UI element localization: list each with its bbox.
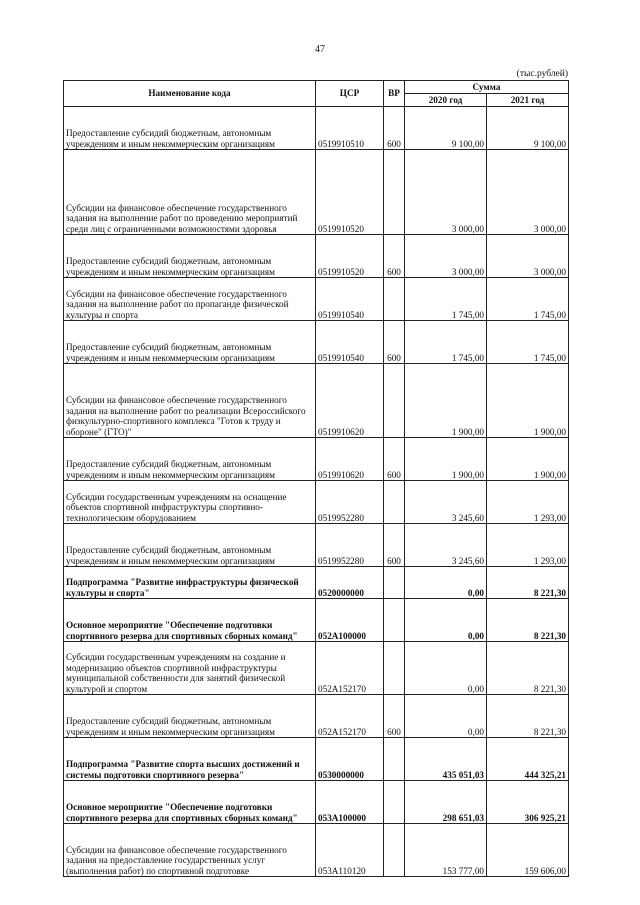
row-amount-2021: 8 221,30 bbox=[487, 599, 569, 642]
row-amount-2020: 0,00 bbox=[405, 642, 487, 695]
row-vr bbox=[384, 150, 405, 235]
row-amount-2020: 435 051,03 bbox=[405, 738, 487, 781]
row-amount-2020: 3 000,00 bbox=[405, 235, 487, 278]
row-vr: 600 bbox=[384, 235, 405, 278]
row-vr bbox=[384, 364, 405, 438]
row-amount-2021: 1 900,00 bbox=[487, 364, 569, 438]
row-vr: 600 bbox=[384, 438, 405, 481]
row-name: Подпрограмма "Развитие спорта высших достижений и системы подготовки спортивного резерва" bbox=[64, 738, 316, 781]
row-amount-2021: 1 293,00 bbox=[487, 481, 569, 524]
row-amount-2020: 9 100,00 bbox=[405, 107, 487, 150]
row-csr: 0519910620 bbox=[316, 438, 384, 481]
row-name: Субсидии на финансовое обеспечение государственного задания на выполнение работ по пропаганде физической культуры и спорта bbox=[64, 278, 316, 321]
row-vr: 600 bbox=[384, 321, 405, 364]
row-amount-2021: 8 221,30 bbox=[487, 642, 569, 695]
row-csr: 052А152170 bbox=[316, 695, 384, 738]
table-row bbox=[64, 524, 569, 567]
budget-table bbox=[63, 80, 569, 877]
row-vr bbox=[384, 278, 405, 321]
row-csr: 053А100000 bbox=[316, 781, 384, 824]
row-vr bbox=[384, 824, 405, 877]
row-amount-2021: 444 325,21 bbox=[487, 738, 569, 781]
row-amount-2021: 9 100,00 bbox=[487, 107, 569, 150]
header-2021: 2021 год bbox=[487, 94, 569, 107]
row-amount-2020: 3 245,60 bbox=[405, 481, 487, 524]
page-number: 47 bbox=[315, 44, 325, 55]
row-name: Основное мероприятие "Обеспечение подготовки спортивного резерва для спортивных сборных команд" bbox=[64, 781, 316, 824]
table-row bbox=[64, 824, 569, 877]
row-name: Субсидии на финансовое обеспечение государственного задания на предоставление государственных услуг (выполнения работ) по спортивной подготовке bbox=[64, 824, 316, 877]
row-name: Субсидии государственным учреждениям на оснащение объектов спортивной инфраструктуры спортивно-технологическим оборудованием bbox=[64, 481, 316, 524]
row-vr bbox=[384, 481, 405, 524]
row-amount-2020: 298 651,03 bbox=[405, 781, 487, 824]
row-vr bbox=[384, 599, 405, 642]
table-row bbox=[64, 278, 569, 321]
row-csr: 0519910520 bbox=[316, 235, 384, 278]
row-csr: 0519910520 bbox=[316, 150, 384, 235]
row-vr bbox=[384, 781, 405, 824]
row-amount-2021: 3 000,00 bbox=[487, 235, 569, 278]
row-amount-2020: 3 245,60 bbox=[405, 524, 487, 567]
row-csr: 0519910540 bbox=[316, 321, 384, 364]
row-vr bbox=[384, 567, 405, 599]
row-name: Предоставление субсидий бюджетным, автономным учреждениям и иным некоммерческим организациям bbox=[64, 524, 316, 567]
row-amount-2021: 1 745,00 bbox=[487, 278, 569, 321]
header-2020: 2020 год bbox=[405, 94, 487, 107]
table-row bbox=[64, 781, 569, 824]
row-vr: 600 bbox=[384, 107, 405, 150]
row-amount-2021: 159 606,00 bbox=[487, 824, 569, 877]
table-row bbox=[64, 321, 569, 364]
row-vr: 600 bbox=[384, 524, 405, 567]
row-amount-2021: 8 221,30 bbox=[487, 695, 569, 738]
row-name: Предоставление субсидий бюджетным, автономным учреждениям и иным некоммерческим организациям bbox=[64, 107, 316, 150]
row-amount-2021: 8 221,30 bbox=[487, 567, 569, 599]
row-csr: 0519910510 bbox=[316, 107, 384, 150]
table-row bbox=[64, 364, 569, 438]
header-csr: ЦСР bbox=[316, 81, 384, 107]
row-amount-2020: 153 777,00 bbox=[405, 824, 487, 877]
table-row bbox=[64, 481, 569, 524]
table-row bbox=[64, 150, 569, 235]
row-name: Подпрограмма "Развитие инфраструктуры физической культуры и спорта" bbox=[64, 567, 316, 599]
row-amount-2020: 0,00 bbox=[405, 695, 487, 738]
row-amount-2021: 1 900,00 bbox=[487, 438, 569, 481]
table-row bbox=[64, 695, 569, 738]
row-amount-2020: 1 900,00 bbox=[405, 364, 487, 438]
table-row bbox=[64, 107, 569, 150]
row-name: Предоставление субсидий бюджетным, автономным учреждениям и иным некоммерческим организациям bbox=[64, 321, 316, 364]
row-name: Субсидии на финансовое обеспечение государственного задания на выполнение работ по реализации Всероссийского физкультурно-спортивного комплекса "Готов к труду и обороне" (ГТО)" bbox=[64, 364, 316, 438]
row-amount-2020: 0,00 bbox=[405, 599, 487, 642]
row-vr bbox=[384, 642, 405, 695]
row-csr: 0519952280 bbox=[316, 524, 384, 567]
row-csr: 0530000000 bbox=[316, 738, 384, 781]
row-name: Предоставление субсидий бюджетным, автономным учреждениям и иным некоммерческим организациям bbox=[64, 438, 316, 481]
row-amount-2020: 1 900,00 bbox=[405, 438, 487, 481]
row-csr: 0520000000 bbox=[316, 567, 384, 599]
row-amount-2020: 3 000,00 bbox=[405, 150, 487, 235]
row-name: Основное мероприятие "Обеспечение подготовки спортивного резерва для спортивных сборных команд" bbox=[64, 599, 316, 642]
header-sum: Сумма bbox=[405, 81, 569, 94]
row-name: Предоставление субсидий бюджетным, автономным учреждениям и иным некоммерческим организациям bbox=[64, 695, 316, 738]
row-amount-2020: 1 745,00 bbox=[405, 278, 487, 321]
row-amount-2021: 1 745,00 bbox=[487, 321, 569, 364]
header-vr: ВР bbox=[384, 81, 405, 107]
row-vr: 600 bbox=[384, 695, 405, 738]
table-row bbox=[64, 567, 569, 599]
row-amount-2021: 1 293,00 bbox=[487, 524, 569, 567]
table-row bbox=[64, 438, 569, 481]
row-csr: 052А100000 bbox=[316, 599, 384, 642]
row-vr bbox=[384, 738, 405, 781]
row-csr: 0519952280 bbox=[316, 481, 384, 524]
row-amount-2021: 3 000,00 bbox=[487, 150, 569, 235]
row-amount-2020: 0,00 bbox=[405, 567, 487, 599]
row-csr: 0519910540 bbox=[316, 278, 384, 321]
row-amount-2021: 306 925,21 bbox=[487, 781, 569, 824]
row-csr: 053А110120 bbox=[316, 824, 384, 877]
header-name: Наименование кода bbox=[64, 81, 316, 107]
row-csr: 052А152170 bbox=[316, 642, 384, 695]
row-name: Субсидии на финансовое обеспечение государственного задания на выполнение работ по проведению мероприятий среди лиц с ограниченными возможностями здоровья bbox=[64, 150, 316, 235]
row-name: Предоставление субсидий бюджетным, автономным учреждениям и иным некоммерческим организациям bbox=[64, 235, 316, 278]
table-row bbox=[64, 235, 569, 278]
table-row bbox=[64, 738, 569, 781]
table-row bbox=[64, 599, 569, 642]
row-csr: 0519910620 bbox=[316, 364, 384, 438]
row-name: Субсидии государственным учреждениям на создание и модернизацию объектов спортивной инфраструктуры муниципальной собственности для занятий физической культурой и спортом bbox=[64, 642, 316, 695]
table-row bbox=[64, 642, 569, 695]
row-amount-2020: 1 745,00 bbox=[405, 321, 487, 364]
units-label: (тыс.рублей) bbox=[516, 69, 568, 79]
